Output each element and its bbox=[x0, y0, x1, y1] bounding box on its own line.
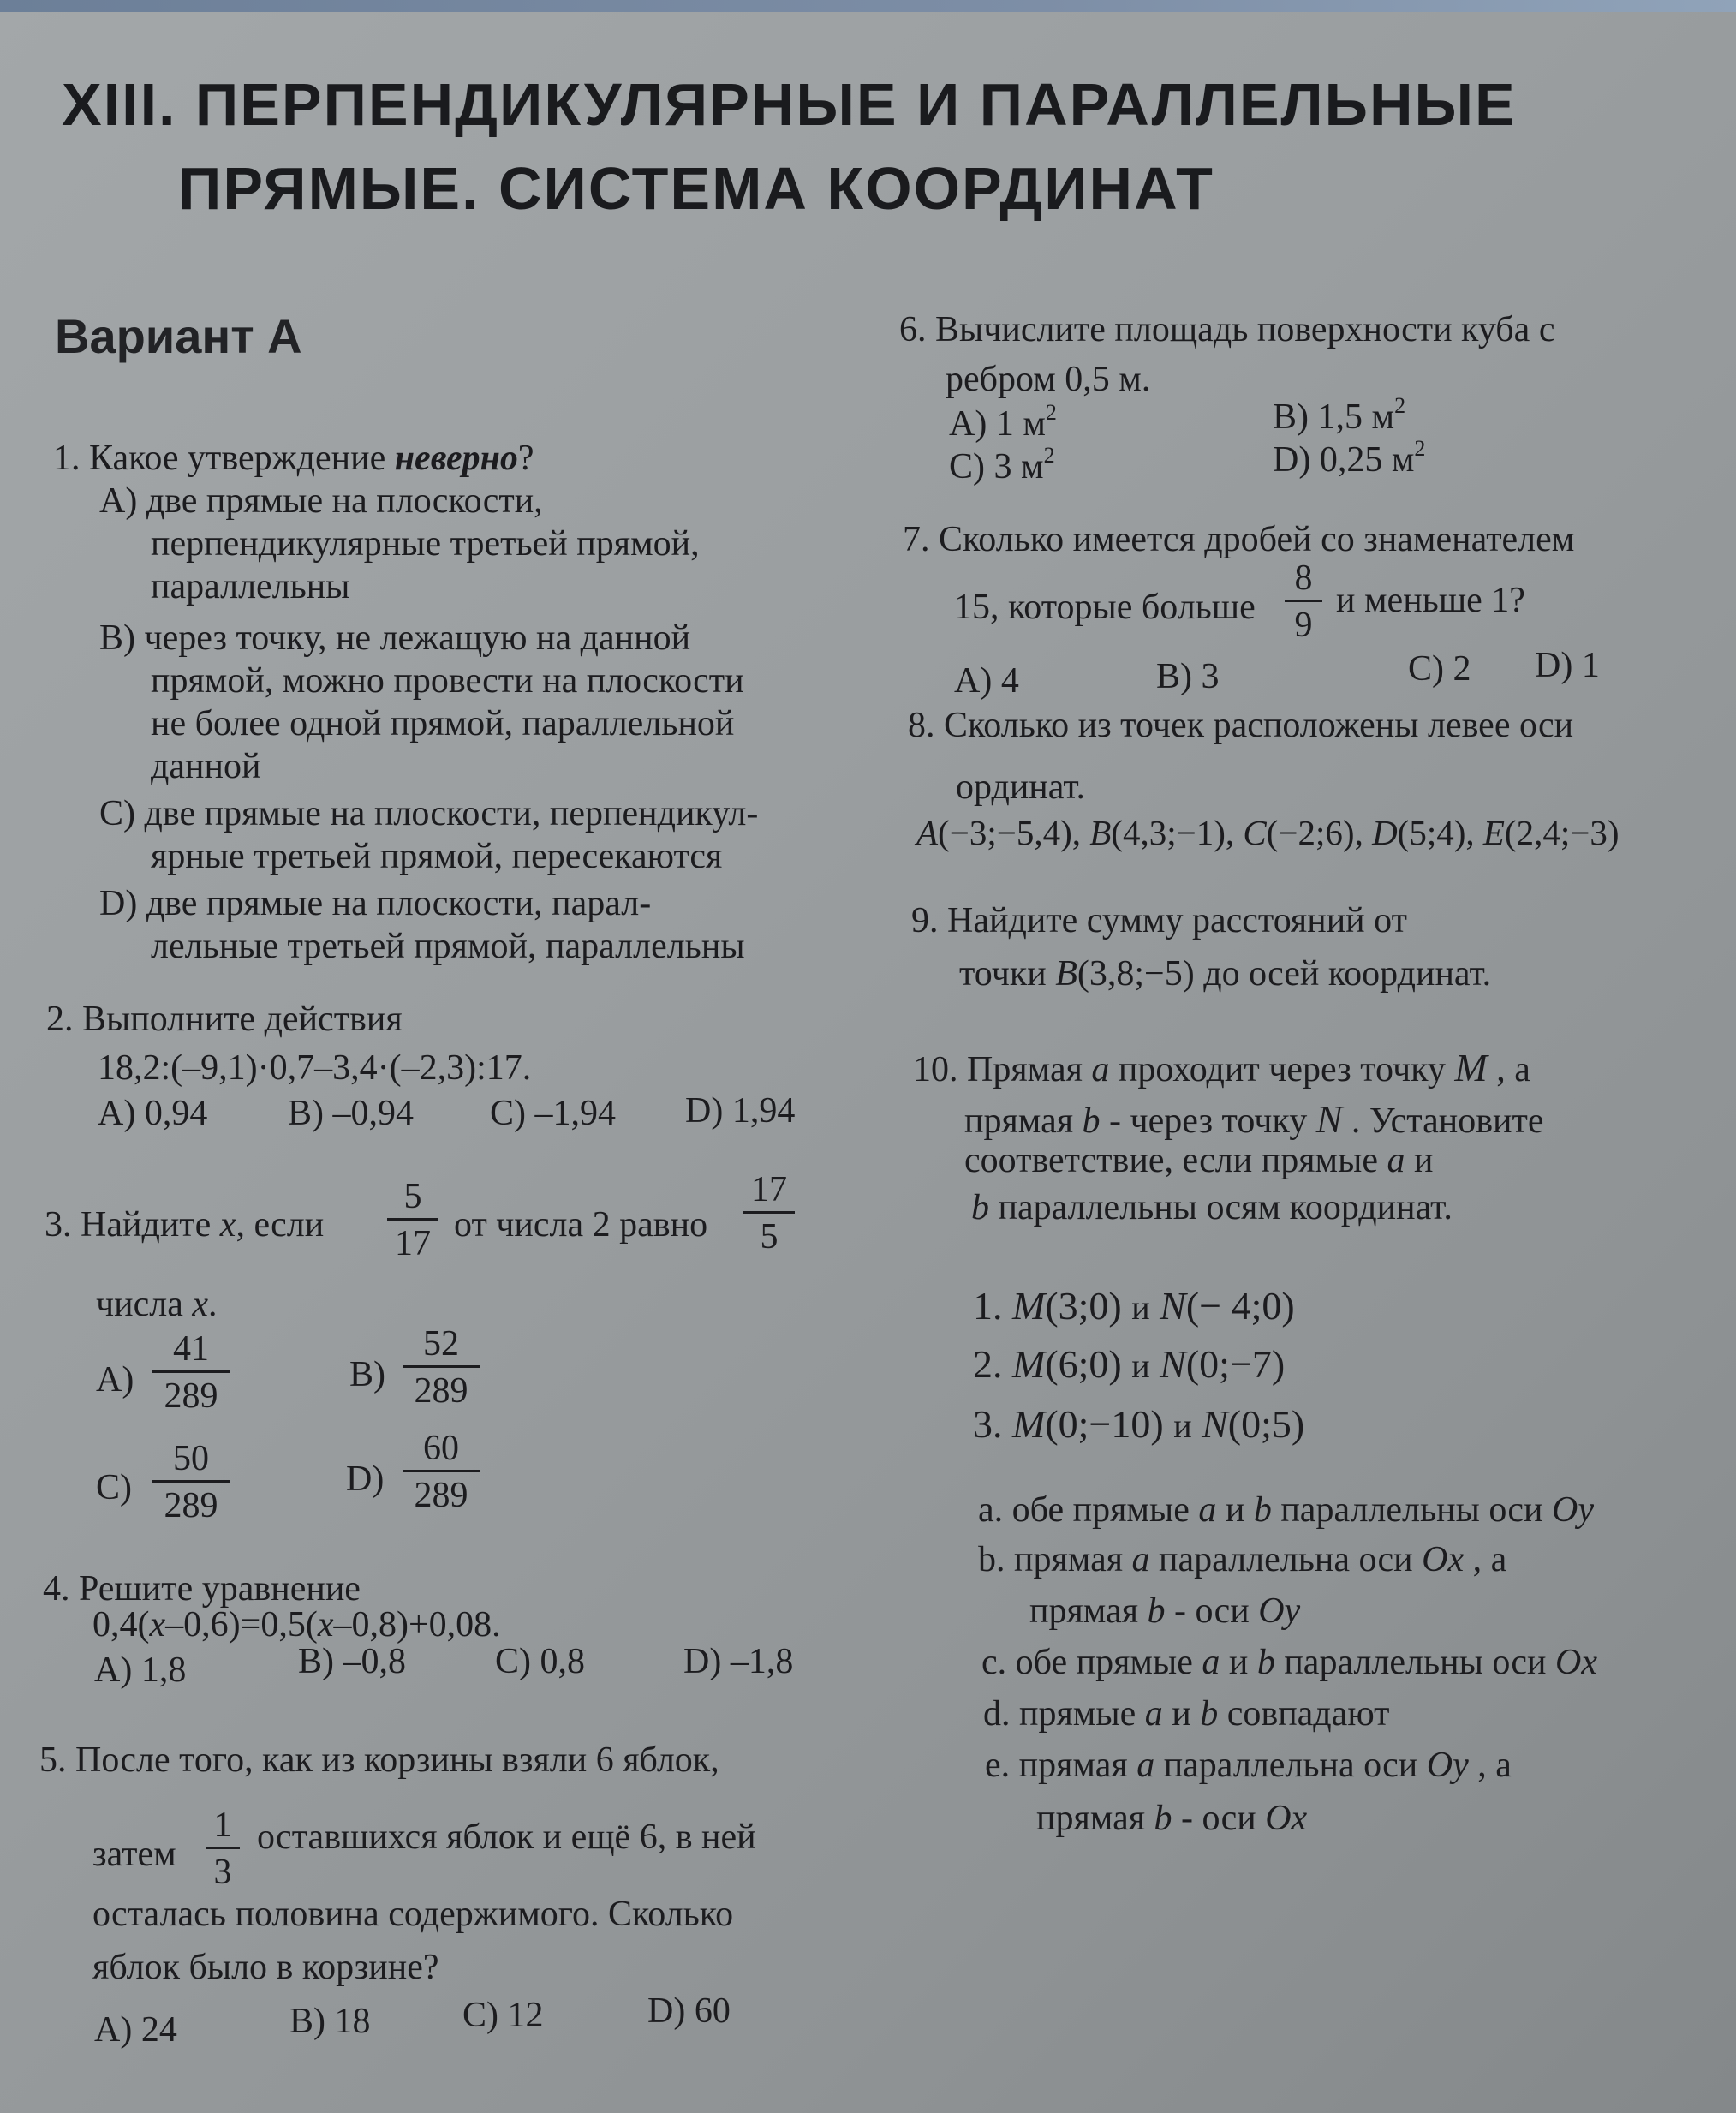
q4-option-b: В) –0,8 bbox=[298, 1642, 406, 1681]
chapter-heading-line2: ПРЯМЫЕ. СИСТЕМА КООРДИНАТ bbox=[178, 155, 1214, 222]
q2-title: 2. Выполните действия bbox=[46, 1000, 403, 1039]
q10-pair-1: 1. M(3;0) и N(− 4;0) bbox=[973, 1284, 1295, 1328]
q6-line1: 6. Вычислите площадь поверхности куба с bbox=[899, 310, 1555, 349]
q1-option-c: С) две прямые на плоскости, перпендикул- ярные третьей прямой, пересекаются bbox=[99, 794, 759, 876]
q8-line2: ординат. bbox=[956, 767, 1086, 807]
q7-fraction-8-9: 8 9 bbox=[1285, 558, 1322, 645]
page-edge-strip bbox=[0, 0, 1736, 12]
q4-option-d: D) –1,8 bbox=[683, 1642, 794, 1681]
q6-option-d: D) 0,25 $м^2$ bbox=[1273, 436, 1426, 480]
q10-pair-3: 3. M(0;−10) и N(0;5) bbox=[973, 1402, 1305, 1446]
q2-option-b: В) –0,94 bbox=[288, 1094, 414, 1133]
q7-line1: 7. Сколько имеется дробей со знаменателем bbox=[903, 520, 1575, 559]
q1-emphasis: неверно bbox=[394, 439, 518, 478]
q3-option-d-label: D) bbox=[346, 1459, 385, 1499]
q1-option-b: В) через точку, не лежащую на данной прямой, можно провести на плоскости не более одной прямой, параллельной данной bbox=[99, 618, 744, 786]
q10-answer-d: d. прямые a и b совпадают bbox=[983, 1694, 1390, 1734]
q6-line2: ребром 0,5 м. bbox=[946, 360, 1151, 399]
q5-option-c: С) 12 bbox=[462, 1996, 544, 2035]
q5-line1: 5. После того, как из корзины взяли 6 яблок, bbox=[39, 1740, 719, 1780]
q4-option-a: А) 1,8 bbox=[94, 1650, 187, 1690]
q3-option-d-fraction: 60 289 bbox=[403, 1429, 480, 1515]
q5-before-fraction: затем bbox=[92, 1835, 176, 1874]
q5-line4: яблок было в корзине? bbox=[92, 1948, 439, 1987]
q3-option-b-fraction: 52 289 bbox=[403, 1324, 480, 1411]
q9-line2: точки B(3,8;−5) до осей координат. bbox=[959, 954, 1492, 994]
chapter-heading-line1: XIII. ПЕРПЕНДИКУЛЯРНЫЕ И ПАРАЛЛЕЛЬНЫЕ bbox=[62, 71, 1517, 138]
q3-fraction-5-17: 5 17 bbox=[387, 1177, 438, 1263]
q10-line3: соответствие, если прямые a и bbox=[964, 1141, 1434, 1180]
q5-option-b: В) 18 bbox=[289, 2002, 371, 2041]
q7-option-b: В) 3 bbox=[1156, 657, 1220, 696]
q2-expression: 18,2:(–9,1)·0,7–3,4·(–2,3):17. bbox=[98, 1048, 532, 1088]
q10-line2: прямая b - через точку N . Установите bbox=[964, 1097, 1544, 1141]
q3-option-c-label: С) bbox=[96, 1468, 132, 1507]
q3-tail: числа x. bbox=[96, 1285, 218, 1324]
q10-answer-e: e. прямая a параллельна оси Oy , а bbox=[985, 1746, 1512, 1785]
variant-title: Вариант А bbox=[55, 309, 302, 363]
q4-option-c: С) 0,8 bbox=[495, 1642, 585, 1681]
q7-option-d: D) 1 bbox=[1535, 646, 1600, 685]
q3-lead: 3. Найдите x, если bbox=[45, 1205, 325, 1245]
q4-title: 4. Решите уравнение bbox=[43, 1569, 361, 1609]
q10-answer-a: a. обе прямые a и b параллельны оси Oy bbox=[978, 1490, 1594, 1530]
q8-line1: 8. Сколько из точек расположены левее оси bbox=[908, 706, 1574, 745]
q3-option-b-label: В) bbox=[349, 1355, 385, 1394]
q1-option-d: D) две прямые на плоскости, парал- лельные третьей прямой, параллельны bbox=[99, 884, 745, 966]
q10-answer-b-line2: прямая b - оси Oy bbox=[1029, 1591, 1301, 1631]
q10-line1: 10. Прямая a проходит через точку M , а bbox=[913, 1046, 1530, 1089]
q8-points-list: A(−3;−5,4), B(4,3;−1), C(−2;6), D(5;4), E(2,4;−3) bbox=[916, 813, 1620, 852]
q2-option-d: D) 1,94 bbox=[685, 1091, 796, 1131]
q7-option-c: С) 2 bbox=[1408, 649, 1471, 689]
q4-equation: 0,4(x–0,6)=0,5(x–0,8)+0,08. bbox=[92, 1605, 501, 1644]
q3-middle-text: от числа 2 равно bbox=[454, 1205, 708, 1245]
q10-answer-e-line2: прямая b - оси Ox bbox=[1036, 1799, 1308, 1838]
q3-fraction-17-5: 17 5 bbox=[743, 1170, 795, 1256]
q2-option-a: А) 0,94 bbox=[98, 1094, 208, 1133]
q1-title: 1. Какое утверждение неверно? bbox=[53, 439, 534, 478]
q6-option-b: В) 1,5 $м^2$ bbox=[1273, 393, 1406, 437]
q7-after-fraction: и меньше 1? bbox=[1336, 581, 1525, 620]
q3-option-c-fraction: 50 289 bbox=[152, 1439, 230, 1525]
q10-answer-b: b. прямая a параллельна оси Ox , а bbox=[978, 1540, 1507, 1579]
q6-option-a: А) 1 $м^2$ bbox=[949, 400, 1057, 444]
q5-fraction-1-3: 1 3 bbox=[206, 1806, 240, 1892]
q9-line1: 9. Найдите сумму расстояний от bbox=[911, 901, 1407, 940]
q5-option-d: D) 60 bbox=[647, 1991, 731, 2031]
q1-option-a: А) две прямые на плоскости, перпендикулярные третьей прямой, параллельны bbox=[99, 481, 700, 606]
q6-option-c: С) 3 $м^2$ bbox=[949, 443, 1055, 486]
q5-after-fraction: оставшихся яблок и ещё 6, в ней bbox=[257, 1818, 756, 1857]
q10-answer-c: c. обе прямые a и b параллельны оси Ox bbox=[981, 1643, 1597, 1682]
q7-option-a: А) 4 bbox=[954, 661, 1019, 701]
q3-option-a-fraction: 41 289 bbox=[152, 1329, 230, 1416]
q10-line4: b параллельны осям координат. bbox=[971, 1188, 1453, 1227]
q5-line3: осталась половина содержимого. Сколько bbox=[92, 1895, 734, 1934]
q2-option-c: С) –1,94 bbox=[490, 1094, 616, 1133]
q10-pair-2: 2. M(6;0) и N(0;−7) bbox=[973, 1342, 1286, 1386]
q3-option-a-label: А) bbox=[96, 1360, 134, 1400]
q5-option-a: А) 24 bbox=[94, 2010, 177, 2050]
q7-before-fraction: 15, которые больше bbox=[954, 588, 1256, 627]
